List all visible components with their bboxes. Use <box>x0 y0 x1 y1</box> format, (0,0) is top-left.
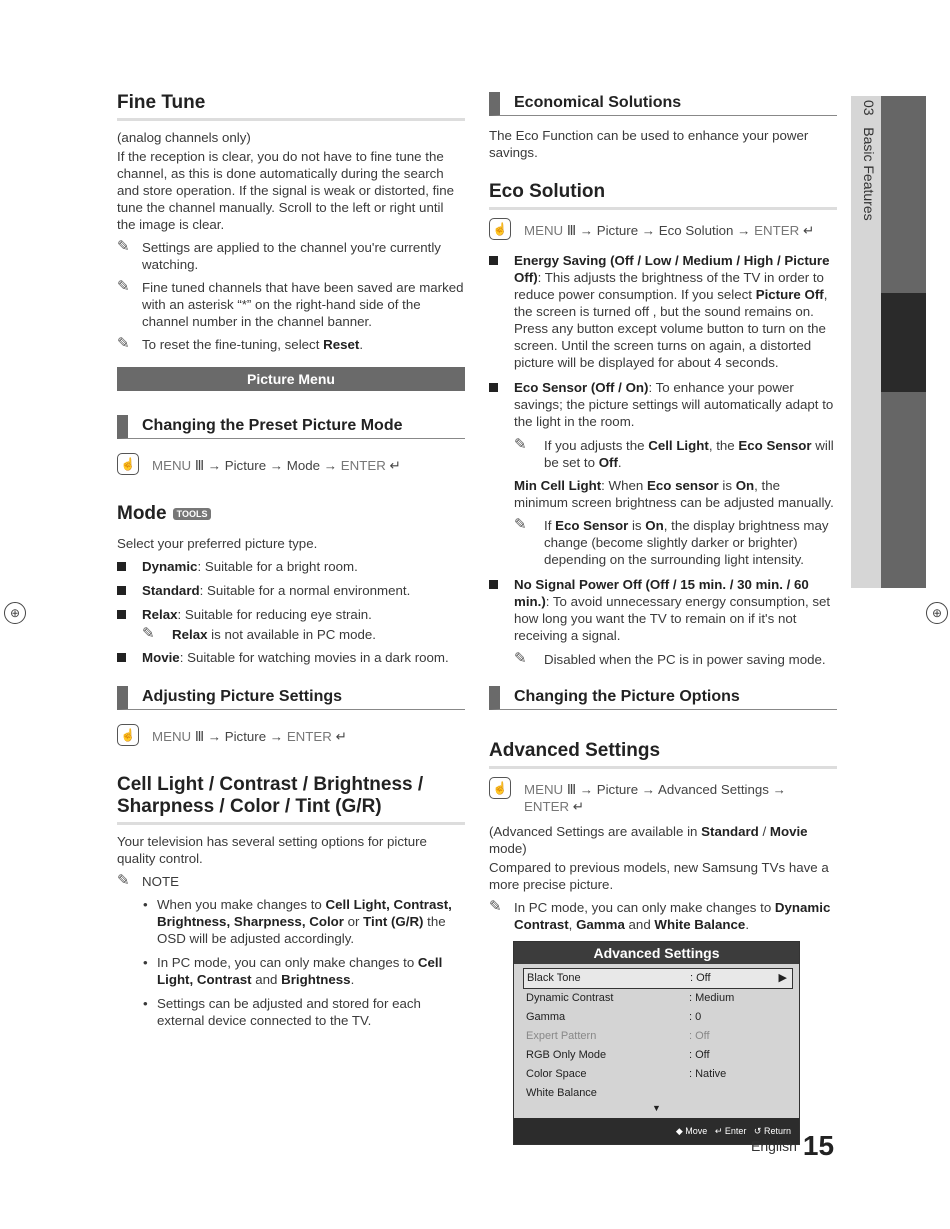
enter-icon: ↵ <box>802 223 815 238</box>
eco-body: The Eco Function can be used to enhance your power savings. <box>489 128 809 160</box>
cell-light-heading: Cell Light / Contrast / Brightness / Sharpness / Color / Tint (G/R) <box>117 774 465 825</box>
mode-heading: Mode TOOLS <box>117 503 465 529</box>
note-icon: ✎ <box>117 238 130 255</box>
no-signal-item: No Signal Power Off (Off / 15 min. / 30 min. / 60 min.): To avoid unnecessary energy consumption, set how long you want the TV to remain on if it's not receiving a signal. <box>489 576 837 644</box>
energy-saving-item: Energy Saving (Off / Low / Medium / High / Picture Off): This adjusts the brightness of the TV in order to reduce power consumption. If you select Picture Off, the screen is turned off , but the sound remains on. Press any button except volume button to turn on the screen. Until the screen turns on again, a distorted picture will be displayed for about 4 seconds. <box>489 252 837 371</box>
no-signal-note: ✎ Disabled when the PC is in power saving mode. <box>514 650 826 667</box>
mode-item: Standard: Suitable for a normal environment. <box>117 582 465 599</box>
side-tab-label <box>855 100 877 221</box>
note-icon: ✎ <box>514 650 527 667</box>
enter-icon: ↵ <box>389 458 401 473</box>
menu-icon: Ⅲ <box>566 782 577 797</box>
preset-menu-path: ☝ MENU Ⅲ → Picture → Mode → ENTER ↵ <box>117 457 465 481</box>
mode-intro: Select your preferred picture type. <box>117 536 318 551</box>
adjusting-picture-heading: Adjusting Picture Settings <box>117 686 465 710</box>
min-cell-light: Min Cell Light: When Eco sensor is On, the minimum screen brightness can be adjusted manually. <box>514 478 834 510</box>
enter-icon: ↵ <box>335 729 347 744</box>
fine-tune-scope: (analog channels only) <box>117 130 251 145</box>
hand-icon: ☝ <box>489 777 511 799</box>
page-footer <box>751 1130 834 1162</box>
menu-icon: Ⅲ <box>194 729 205 744</box>
note-bullet: • Settings can be adjusted and stored for each external device connected to the TV. <box>143 996 421 1028</box>
page-number: 15 <box>802 1130 835 1161</box>
fine-tune-note: ✎ Settings are applied to the channel you're currently watching. <box>117 238 441 272</box>
relax-note: ✎ Relax is not available in PC mode. <box>142 625 377 642</box>
advanced-availability: (Advanced Settings are available in Standard / Movie mode) <box>489 824 808 856</box>
move-icon: ◆ <box>675 1126 683 1136</box>
menu-icon: Ⅲ <box>566 223 577 238</box>
registration-mark-left: ⊕ <box>4 602 26 624</box>
return-icon: ↺ <box>753 1126 762 1136</box>
economical-solutions-heading: Economical Solutions <box>489 92 837 116</box>
left-column <box>117 92 465 1036</box>
chapter-number: 03 <box>861 100 877 116</box>
advanced-note: ✎ In PC mode, you can only make changes to Dynamic Contrast, Gamma and White Balance. <box>489 898 831 932</box>
osd-row: Dynamic Contrast : Medium <box>526 992 735 1004</box>
adjusting-menu-path: ☝ MENU Ⅲ → Picture → ENTER ↵ <box>117 728 465 752</box>
mode-item: Movie: Suitable for watching movies in a dark room. <box>117 649 465 666</box>
eco-sensor-note: ✎ If you adjusts the Cell Light, the Eco Sensor will be set to Off. <box>514 436 834 470</box>
mode-item: Dynamic: Suitable for a bright room. <box>117 558 465 575</box>
enter-icon: ↵ <box>572 799 584 814</box>
hand-icon: ☝ <box>489 218 511 240</box>
note-bullet: • In PC mode, you can only make changes to Cell Light, Contrast and Brightness. <box>143 955 443 987</box>
note-icon: ✎ <box>117 335 130 352</box>
eco-solution-heading: Eco Solution <box>489 181 837 210</box>
note-icon: ✎ <box>489 898 502 915</box>
osd-row-black-tone: Black Tone : Off ▶ <box>523 968 793 989</box>
osd-row: RGB Only Mode : Off <box>526 1049 710 1061</box>
note-bullet: • When you make changes to Cell Light, Contrast, Brightness, Sharpness, Color or Tint (G/R) the OSD will be adjusted accordingly. <box>143 897 452 946</box>
osd-footer: ◆ Move ↵ Enter ↺ Return <box>514 1118 799 1144</box>
note-icon: ✎ <box>117 278 130 295</box>
right-column <box>489 92 837 1145</box>
min-cell-light-note: ✎ If Eco Sensor is On, the display brightness may change (become slightly darker or brighter) depending on the surrounding light intensity. <box>514 516 829 567</box>
note-label: ✎ NOTE <box>117 872 179 889</box>
scroll-down-icon: ▼ <box>652 1103 661 1113</box>
tools-badge: TOOLS <box>173 508 212 520</box>
hand-icon: ☝ <box>117 453 139 475</box>
preset-picture-mode-heading: Changing the Preset Picture Mode <box>117 415 465 439</box>
osd-row: Gamma : 0 <box>526 1011 702 1023</box>
advanced-settings-heading: Advanced Settings <box>489 740 837 769</box>
footer-language: English <box>751 1138 797 1154</box>
eco-menu-path: ☝ MENU Ⅲ → Picture → Eco Solution → ENTER ↵ <box>489 222 837 246</box>
chapter-title: Basic Features <box>861 127 877 221</box>
osd-title: Advanced Settings <box>514 942 799 964</box>
fine-tune-note: ✎ To reset the fine-tuning, select Reset. <box>117 335 364 352</box>
picture-menu-bar: Picture Menu <box>117 367 465 391</box>
osd-row: Color Space : Native <box>526 1068 727 1080</box>
mode-item: Relax: Suitable for reducing eye strain. <box>117 606 465 623</box>
eco-sensor-item: Eco Sensor (Off / On): To enhance your power savings; the picture settings will automatically adapt to the light in the room. <box>489 379 837 430</box>
fine-tune-note: ✎ Fine tuned channels that have been saved are marked with an asterisk “*” on the right-hand side of the channel number in the channel banner. <box>117 278 464 329</box>
cell-light-body: Your television has several setting options for picture quality control. <box>117 834 427 866</box>
osd-row: White Balance <box>526 1087 597 1099</box>
note-icon: ✎ <box>117 872 130 889</box>
fine-tune-body: If the reception is clear, you do not have to fine tune the channel, as this is done automatically during the search and store operation. If the signal is weak or distorted, fine tune the channel manually. Scroll to the left or right until the image is clear. <box>117 149 455 232</box>
picture-options-heading: Changing the Picture Options <box>489 686 837 710</box>
hand-icon: ☝ <box>117 724 139 746</box>
advanced-menu-path: ☝ MENU Ⅲ → Picture → Advanced Settings → ENTER ↵ <box>489 781 837 815</box>
right-arrow-icon: ▶ <box>778 972 787 984</box>
osd-row: Expert Pattern : Off <box>526 1030 710 1042</box>
note-icon: ✎ <box>142 625 155 642</box>
note-icon: ✎ <box>514 436 527 453</box>
enter-icon: ↵ <box>714 1126 723 1136</box>
menu-icon: Ⅲ <box>194 458 205 473</box>
side-tab-active-marker <box>881 293 926 392</box>
advanced-settings-osd <box>513 941 800 1145</box>
note-icon: ✎ <box>514 516 527 533</box>
registration-mark-right: ⊕ <box>926 602 948 624</box>
advanced-body: Compared to previous models, new Samsung TVs have a more precise picture. <box>489 860 829 892</box>
fine-tune-heading: Fine Tune <box>117 92 465 121</box>
